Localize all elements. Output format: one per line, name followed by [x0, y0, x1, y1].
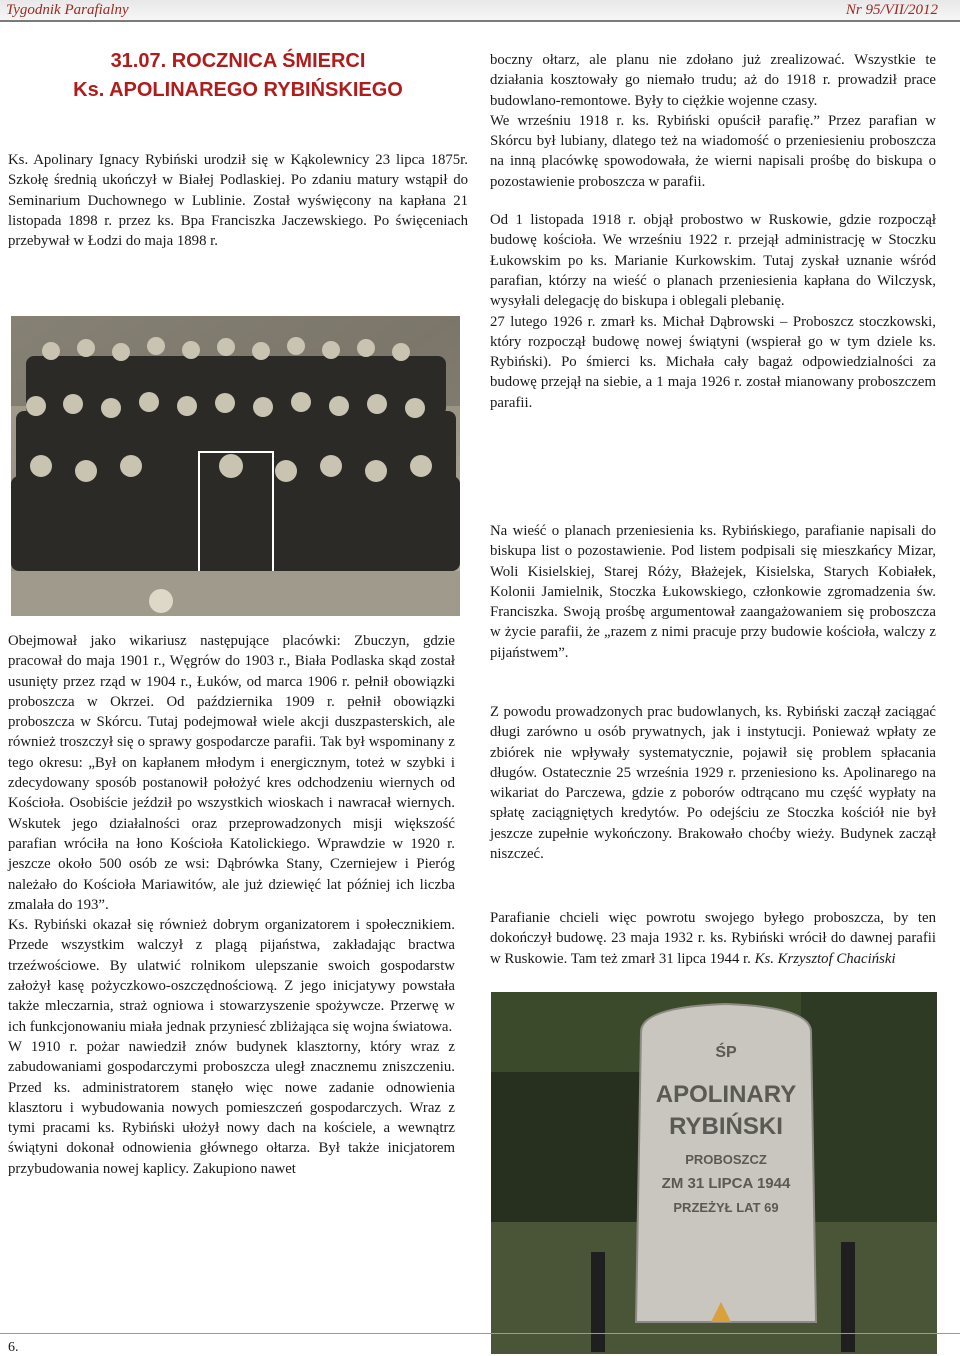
- svg-text:ZM 31 LIPCA 1944: ZM 31 LIPCA 1944: [661, 1175, 791, 1192]
- right-column-block-4: Parafianie chcieli więc powrotu swojego byłego proboszcza, by ten dokończył budowę. 23 maja 1932 r. ks. Rybiński wrócił do dawnej parafii w Ruskowie. Tam też zmarł 31 lipca 1944 r. Ks. Krzysztof Chaciński: [490, 910, 936, 967]
- article-title-line2: Ks. APOLINAREGO RYBIŃSKIEGO: [73, 79, 403, 101]
- right-column-block-2: Na wieść o planach przeniesienia ks. Rybińskiego, parafianie napisali do biskupa list o pozostawienie. Pod listem podpisali się mieszkańcy Mizar, Woli Kisielskiej, Starej Róży, Błażejek, Kisielska, Starych Kobiałek, Kolonii Jamielnik, Stoczka Łukowskiego, członkowie zgromadzenia św. Franciszka. Swoją prośbę argumentował zaangażowaniem się proboszcza w życie parafii, że „razem z nimi pracuje przy budowie kościoła, walczy z pijaństwem”.: [490, 523, 936, 661]
- svg-text:RYBIŃSKI: RYBIŃSKI: [669, 1113, 783, 1140]
- svg-text:PRZEŻYŁ LAT 69: PRZEŻYŁ LAT 69: [673, 1200, 779, 1215]
- intro-paragraph: Ks. Apolinary Ignacy Rybiński urodził się w Kąkolewnicy 23 lipca 1875r. Szkołę średnią ukończył w Białej Podlaskiej. Po zdaniu matury wstąpił do Seminarium Duchownego w Lublinie. Został wyświęcony na kapłana 21 listopada 1898 r. przez ks. Bpa Franciszka Jaczewskiego. Po święceniach przebywał w Łodzi do maja 1898 r.: [8, 152, 468, 250]
- publication-title: Tygodnik Parafialny: [6, 2, 129, 18]
- header-bar: [0, 0, 960, 22]
- right-column-block-3: Z powodu prowadzonych prac budowlanych, ks. Rybiński zaczął zaciągać długi zarówno u osób prywatnych, jak i instytucji. Ponieważ wpłaty ze zbiórek nie wpływały systematycznie, pojawił się problem spłacania długów. Ostatecznie 25 września 1929 r. przeniesiono ks. Apolinarego na wikariat do Parczewa, gdzie z poborów odtrącano mu część wypłaty na spłatę zaciągniętych kredytów. Po odejściu ze Stoczka kościół nie był jeszcze zupełnie wykończony. Brakowało choćby wieży. Budynek zaczął niszczeć.: [490, 704, 936, 863]
- svg-text:ŚP: ŚP: [715, 1044, 737, 1061]
- article-title-line1: 31.07. ROCZNICA ŚMIERCI: [110, 50, 366, 72]
- right-column-block-1: boczny ołtarz, ale planu nie zdołano już zrealizować. Wszystkie te działania kosztowały go niemało trudu; aż do 1918 r. prowadził prace budowlano-remontowe. Były to ciężkie wojenne czasy. We wrześniu 1918 r. ks. Rybiński opuścił parafię.” Przez parafian w Skórcu był lubiany, dlatego też na wiadomość o przeniesieniu proboszcza na inną placówkę spowodowała, że wierni napisali prośbę do biskupa o pozostawienie proboszcza w parafii. Od 1 listopada 1918 r. objął probostwo w Ruskowie, gdzie rozpoczął budowę kościoła. We wrześniu 1922 r. przejął administrację w Stoczku Łukowskim po ks. Marianie Kurkowskim. Tutaj zyskał uznanie wśród parafian, którzy na wieść o planach przeniesienia kapłana do Wilczysk, wysyłali delegację do biskupa i oblegali plebanię. 27 lutego 1926 r. zmarł ks. Michał Dąbrowski – Proboszcz stoczkowski, który rozpoczął budowę nowej świątyni (wspierał go w tym dziele ks. Rybiński). Po śmierci ks. Michała cały bagaż odpowiedzialności za budowę przejął na siebie, a 1 maja 1926 r. został mianowany proboszczem parafii.: [490, 52, 936, 411]
- svg-text:PROBOSZCZ: PROBOSZCZ: [685, 1152, 767, 1167]
- gravestone-photo: [491, 992, 937, 1354]
- footer-rule: [0, 1333, 960, 1334]
- author-signature: Ks. Krzysztof Chaciński: [754, 950, 896, 967]
- group-photo: [11, 316, 460, 616]
- main-column-left: Obejmował jako wikariusz następujące placówki: Zbuczyn, gdzie pracował do maja 1901 r., Węgrów do 1903 r., Biała Podlaska skąd został usunięty przez rząd w 1904 r., Łuków, od marca 1906 r. pełnił obowiązki proboszcza w Okrzei. Od października 1909 r. pełnił obowiązki proboszcza w Skórcu. Tutaj podejmował wiele akcji duszpasterskich, ale również troszczył się o sprawy gospodarcze parafii. Tak był wspominany z tego okresu: „Był on kapłanem młodym i energicznym, toteż w szybki i zdecydowany sposób postanowił położyć kres odchodzeniu wiernych od Kościoła. Osobiście jeździł po wszystkich wioskach i nawracał wiernych. Wskutek jego działalności oraz przeprowadzonych misji większość parafian wróciła na łono Kościoła Katolickiego. Wprawdzie w 1920 r. jeszcze około 500 osób ze wsi: Dąbrówka Stany, Czerniejew i Pieróg należało do Kościoła Mariawitów, ale już dziewięć lat później ich liczba zmalała do 193”. Ks. Rybiński okazał się również dobrym organizatorem i społecznikiem. Przede wszystkim walczył z plagą pijaństwa, zakładając bractwa trzeźwościowe. By ulatwić rolnikom ulepszanie swoich gospodarstw założył kasę pożyczkowo-oszczędnościową. Z jego inicjatywy powstała także mleczarnia, straż ogniowa i stowarzyszenie spożywcze. Przerwę w ich funkcjonowaniu miała jednak przyniesć zbliżająca się wojna światowa. W 1910 r. pożar nawiedził znów budynek klasztorny, który wraz z zabudowaniami gospodarczymi proboszcza uległ znacznemu zniszczeniu. Przed ks. administratorem stanęło więc nowe zadanie odnowienia klasztoru i wybudowania nowych pomieszczeń gospodarczych. Wraz z tymi pracami ks. Rybiński ułożył nowy dach na kościele, a wewnątrz świątyni dokonał odnowienia głównego ołtarza. Był także inicjatorem przybudowania nowej kaplicy. Zakupiono nawet: [8, 633, 455, 1177]
- issue-number: Nr 95/VII/2012: [845, 2, 938, 18]
- page-number: 6.: [8, 1340, 19, 1355]
- svg-text:APOLINARY: APOLINARY: [655, 1081, 797, 1108]
